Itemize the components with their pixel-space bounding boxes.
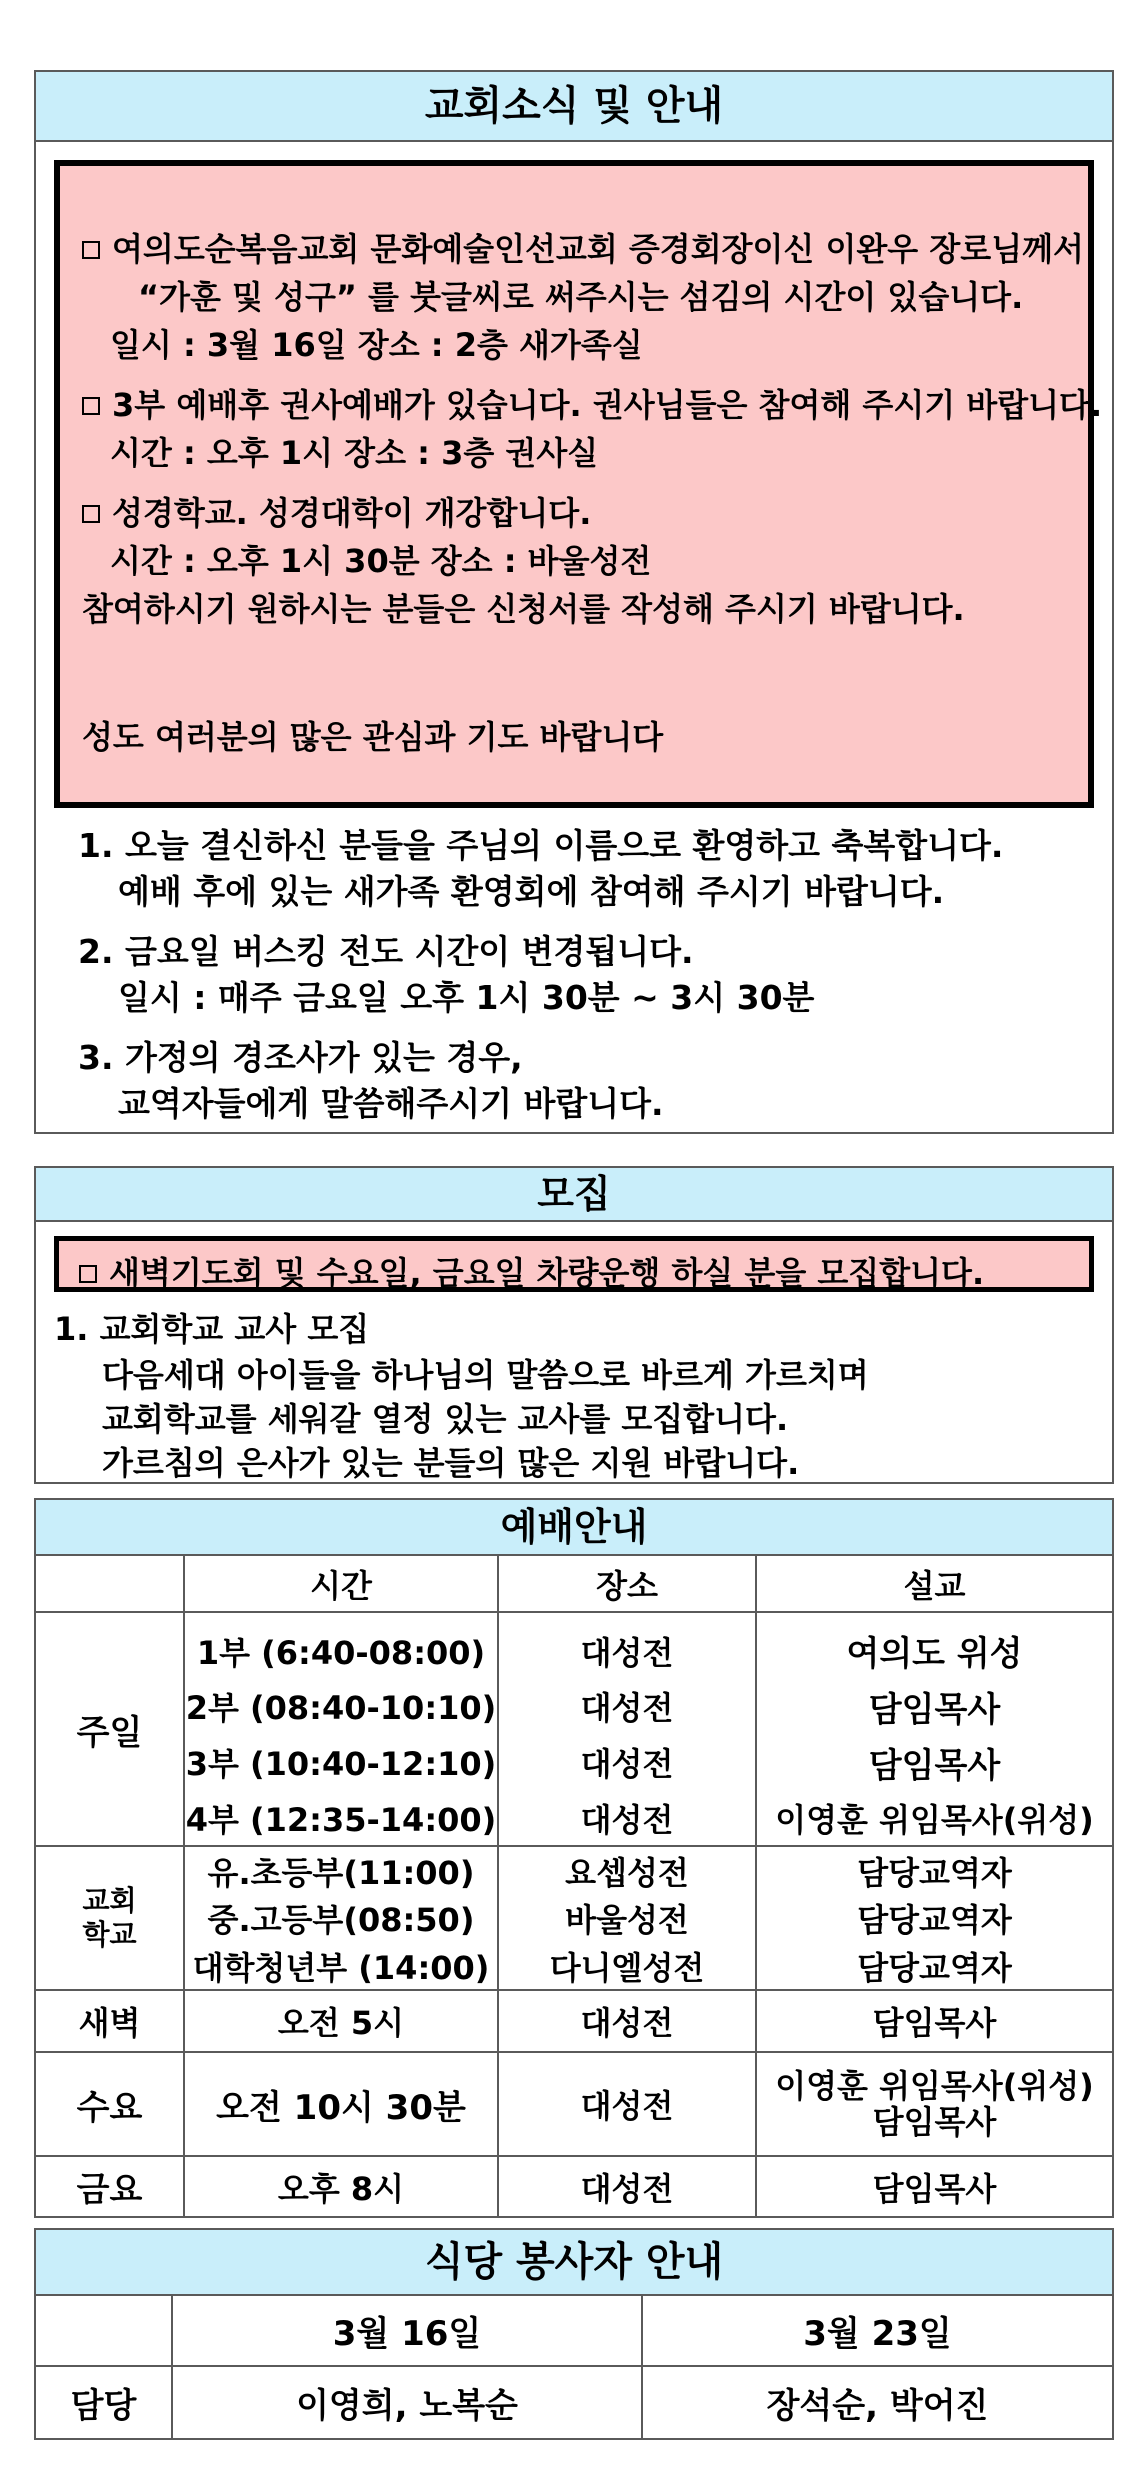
checkbox-bullet-icon bbox=[82, 241, 100, 259]
table-row bbox=[36, 2296, 1112, 2366]
notice-list-item-1-line1: 1. 오늘 결신하신 분들을 주님의 이름으로 환영하고 축복합니다. bbox=[78, 826, 1004, 865]
sunday-label: 주일 bbox=[36, 1612, 184, 1846]
wednesday-label: 수요 bbox=[36, 2052, 184, 2156]
notice-item2-line1: 3부 예배후 권사예배가 있습니다. 권사님들은 참여해 주시기 바랍니다. bbox=[82, 380, 1102, 426]
kitchen-date-2: 3월 23일 bbox=[803, 2314, 952, 2354]
notice-list-item-3-line2: 교역자들에게 말씀해주시기 바랍니다. bbox=[118, 1084, 664, 1123]
sunday-place-1: 대성전 bbox=[498, 1612, 756, 1678]
dawn-place: 대성전 bbox=[498, 1990, 756, 2052]
checkbox-bullet-icon bbox=[79, 1265, 97, 1283]
wednesday-preacher-line1: 이영훈 위임목사(위성) bbox=[775, 2067, 1094, 2105]
friday-preacher: 담임목사 bbox=[872, 2169, 997, 2208]
wednesday-place: 대성전 bbox=[498, 2052, 756, 2156]
school-label bbox=[36, 1846, 184, 1990]
notice-item1-line1: 여의도순복음교회 문화예술인선교회 증경회장이신 이완우 장로님께서 bbox=[82, 224, 1084, 270]
recruit-section bbox=[34, 1166, 1114, 1484]
header-empty bbox=[36, 1556, 184, 1612]
sunday-preacher-3: 담임목사 bbox=[868, 1745, 1001, 1786]
notice-list-item-2-line1: 2. 금요일 버스킹 전도 시간이 변경됩니다. bbox=[78, 932, 694, 971]
recruit-item1-line2: 교회학교를 세워갈 열정 있는 교사를 모집합니다. bbox=[102, 1400, 789, 1438]
notice-list-item-1-line2: 예배 후에 있는 새가족 환영회에 참여해 주시기 바랍니다. bbox=[118, 872, 945, 911]
table-row bbox=[36, 2052, 1112, 2156]
notice-item1-line3: 일시 : 3월 16일 장소 : 2층 새가족실 bbox=[110, 326, 643, 364]
worship-section bbox=[34, 1498, 1114, 2218]
notice-item3-line1: 성경학교. 성경대학이 개강합니다. bbox=[82, 488, 591, 534]
friday-time: 오후 8시 bbox=[184, 2156, 498, 2216]
header-preacher: 설교 bbox=[903, 1566, 966, 1605]
notice-list-item-2-line2: 일시 : 매주 금요일 오후 1시 30분 ~ 3시 30분 bbox=[118, 978, 815, 1017]
notice-item3-line3: 참여하시기 원하시는 분들은 신청서를 작성해 주시기 바랍니다. bbox=[82, 590, 965, 628]
school-preacher-1: 담당교역자 bbox=[857, 1853, 1012, 1892]
school-time-1: 유.초등부(11:00) bbox=[184, 1846, 498, 1894]
school-label-line2: 학교 bbox=[82, 1918, 137, 1951]
wednesday-preacher bbox=[756, 2052, 1112, 2156]
checkbox-bullet-icon bbox=[82, 505, 100, 523]
school-place-3: 다니엘성전 bbox=[498, 1942, 756, 1990]
checkbox-bullet-icon bbox=[82, 397, 100, 415]
school-preacher-3: 담당교역자 bbox=[857, 1948, 1012, 1987]
table-row bbox=[36, 2156, 1112, 2216]
table-row bbox=[36, 1790, 1112, 1846]
sunday-time-3: 3부 (10:40-12:10) bbox=[184, 1734, 498, 1790]
sunday-preacher-2: 담임목사 bbox=[868, 1689, 1001, 1730]
kitchen-date-1: 3월 16일 bbox=[172, 2296, 642, 2366]
recruit-item1-title: 1. 교회학교 교사 모집 bbox=[54, 1310, 370, 1348]
kitchen-title: 식당 봉사자 안내 bbox=[36, 2230, 1112, 2296]
worship-title: 예배안내 bbox=[36, 1500, 1112, 1556]
header-place: 장소 bbox=[498, 1556, 756, 1612]
notice-item1-line2: “가훈 및 성구” 를 붓글씨로 써주시는 섬김의 시간이 있습니다. bbox=[138, 278, 1024, 316]
dawn-time: 오전 5시 bbox=[184, 1990, 498, 2052]
recruit-item1-line3: 가르침의 은사가 있는 분들의 많은 지원 바랍니다. bbox=[102, 1444, 800, 1482]
kitchen-section bbox=[34, 2228, 1114, 2440]
table-row bbox=[36, 1990, 1112, 2052]
recruit-title: 모집 bbox=[36, 1168, 1112, 1222]
notice-title: 교회소식 및 안내 bbox=[36, 72, 1112, 142]
sunday-preacher-1: 여의도 위성 bbox=[846, 1634, 1023, 1674]
table-row bbox=[36, 1734, 1112, 1790]
notice-highlight-box bbox=[54, 160, 1103, 808]
header-time: 시간 bbox=[184, 1556, 498, 1612]
sunday-preacher-4: 이영훈 위임목사(위성) bbox=[775, 1800, 1094, 1839]
sunday-time-2: 2부 (08:40-10:10) bbox=[184, 1678, 498, 1734]
table-row bbox=[36, 2366, 1112, 2438]
school-time-3: 대학청년부 (14:00) bbox=[184, 1942, 498, 1990]
sunday-time-4: 4부 (12:35-14:00) bbox=[184, 1790, 498, 1846]
friday-place: 대성전 bbox=[498, 2156, 756, 2216]
table-row bbox=[36, 1894, 1112, 1942]
sunday-time-1: 1부 (6:40-08:00) bbox=[184, 1612, 498, 1678]
recruit-box-line: 새벽기도회 및 수요일, 금요일 차량운행 하실 분을 모집합니다. bbox=[79, 1248, 984, 1294]
table-row bbox=[36, 1612, 1112, 1678]
kitchen-table bbox=[36, 2296, 1112, 2438]
notice-section bbox=[34, 70, 1114, 1134]
sunday-place-4: 대성전 bbox=[498, 1790, 756, 1846]
kitchen-names-1: 이영희, 노복순 bbox=[172, 2366, 642, 2438]
kitchen-names-2: 장석순, 박어진 bbox=[766, 2386, 989, 2426]
wednesday-time: 오전 10시 30분 bbox=[184, 2052, 498, 2156]
sunday-place-3: 대성전 bbox=[498, 1734, 756, 1790]
kitchen-header-empty bbox=[36, 2296, 172, 2366]
dawn-label: 새벽 bbox=[36, 1990, 184, 2052]
friday-label: 금요 bbox=[36, 2156, 184, 2216]
recruit-item1-line1: 다음세대 아이들을 하나님의 말씀으로 바르게 가르치며 bbox=[102, 1356, 869, 1394]
notice-closing: 성도 여러분의 많은 관심과 기도 바랍니다 bbox=[82, 718, 664, 756]
school-preacher-2: 담당교역자 bbox=[857, 1901, 1012, 1939]
notice-item2-line2: 시간 : 오후 1시 장소 : 3층 권사실 bbox=[110, 434, 599, 472]
sunday-place-2: 대성전 bbox=[498, 1678, 756, 1734]
dawn-preacher: 담임목사 bbox=[872, 2004, 997, 2042]
school-label-line1: 교회 bbox=[82, 1884, 137, 1917]
school-place-1: 요셉성전 bbox=[498, 1846, 756, 1894]
recruit-highlight-box bbox=[54, 1236, 1094, 1292]
worship-table bbox=[36, 1556, 1112, 2216]
kitchen-row-label: 담당 bbox=[36, 2366, 172, 2438]
table-row bbox=[36, 1846, 1112, 1894]
notice-list-item-3-line1: 3. 가정의 경조사가 있는 경우, bbox=[78, 1038, 523, 1077]
table-row bbox=[36, 1678, 1112, 1734]
table-row bbox=[36, 1942, 1112, 1990]
school-time-2: 중.고등부(08:50) bbox=[184, 1894, 498, 1942]
school-place-2: 바울성전 bbox=[498, 1894, 756, 1942]
wednesday-preacher-line2: 담임목사 bbox=[872, 2103, 997, 2141]
notice-item3-line2: 시간 : 오후 1시 30분 장소 : 바울성전 bbox=[110, 542, 652, 580]
table-header-row bbox=[36, 1556, 1112, 1612]
